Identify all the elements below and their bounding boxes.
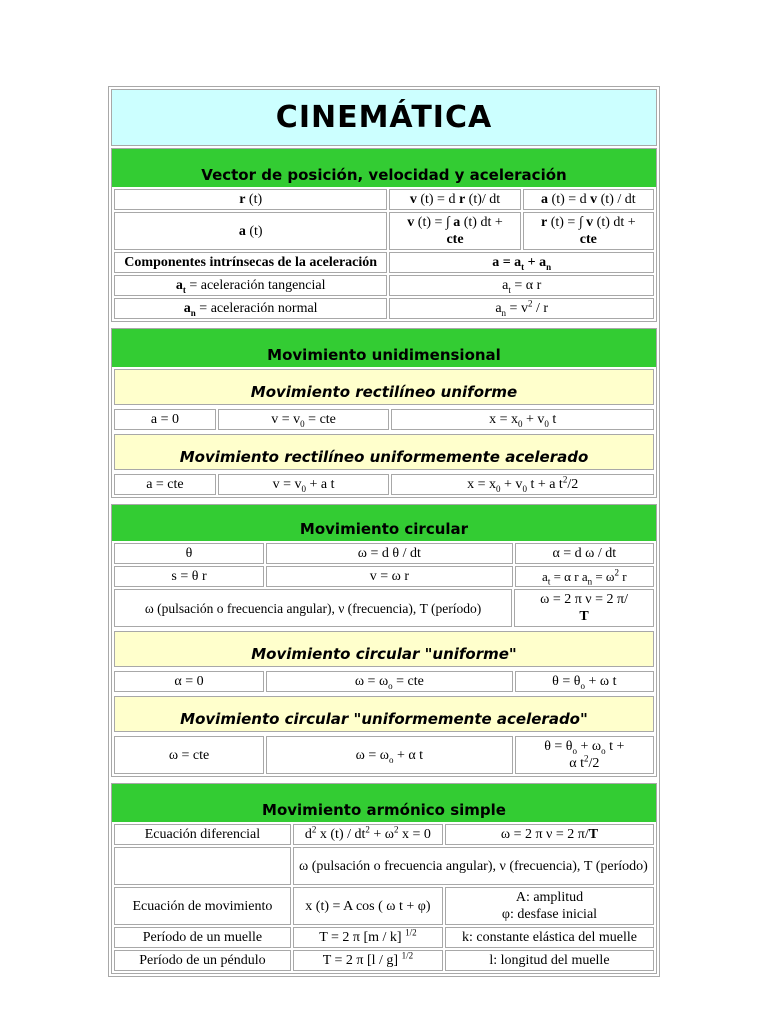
spring-period-cell: T = 2 π [m / k] $^{1/2}$	[293, 927, 443, 948]
section-header: Vector de posición, velocidad y aceleración	[112, 149, 656, 187]
acceleration-cell: a = 0	[114, 409, 216, 430]
acceleration-vector-cell: a (t)	[114, 212, 387, 250]
angular-velocity-cell: ω = cte	[114, 736, 264, 774]
angle-formula-cell: $\theta = \theta_o + \omega_o$ t + α $t^2/2$	[515, 736, 654, 774]
position-integral-cell: r (t) = ∫ v (t) dt + cte	[523, 212, 654, 250]
definitions-cell: ω (pulsación o frecuencia angular), ν (frecuencia), T (período)	[114, 589, 512, 627]
section-header: Movimiento circular	[112, 505, 656, 541]
table-row	[114, 671, 654, 692]
linear-velocity-cell: v = ω r	[266, 566, 513, 587]
section-vectors	[111, 148, 657, 322]
omega-relation-cell: ω = 2 π ν = 2 π/ T	[514, 589, 654, 627]
position-vector-cell: r (t)	[114, 189, 387, 210]
subsection-header: Movimiento circular "uniforme"	[114, 631, 654, 667]
intrinsic-components-label: Componentes intrínsecas de la aceleración	[114, 252, 387, 273]
formula-sheet	[108, 86, 660, 977]
components-cell: $a_t = \alpha$ r $a_n = \omega^2$ r	[515, 566, 654, 587]
vectors-table	[112, 187, 656, 321]
angle-cell: θ	[114, 543, 264, 564]
circular-table	[112, 541, 656, 589]
table-row	[114, 736, 654, 774]
motion-equation-cell: x (t) = A cos ( ω t + φ)	[293, 887, 443, 925]
pendulum-length-cell: l: longitud del muelle	[445, 950, 654, 971]
pendulum-period-label: Período de un péndulo	[114, 950, 291, 971]
table-row	[114, 275, 654, 296]
acceleration-definition-cell: a (t) = d v (t) / dt	[523, 189, 654, 210]
uniform-motion-table	[112, 407, 656, 432]
position-cell: $x = x_0 + v_0$ t	[391, 409, 654, 430]
differential-equation-cell: $d^2$ x $(t) / dt^2 + \omega^2$ x = 0	[293, 824, 443, 845]
angle-cell: $\theta = \theta_o + \omega$ t	[515, 671, 654, 692]
velocity-cell: $v = v_0$ = cte	[218, 409, 390, 430]
subsection-header: Movimiento circular "uniformemente acelerado"	[114, 696, 654, 732]
angular-acceleration-cell: α = d ω / dt	[515, 543, 654, 564]
page-title: CINEMÁTICA	[111, 89, 657, 146]
acceleration-cell: a = cte	[114, 474, 216, 495]
angular-velocity-formula-cell: $\omega = \omega_o + \alpha$ t	[266, 736, 513, 774]
motion-equation-label: Ecuación de movimiento	[114, 887, 291, 925]
table-row	[114, 887, 654, 925]
tangential-acceleration-formula: $a_t = \alpha$ r	[389, 275, 654, 296]
pendulum-period-cell: T = 2 π [l / g] $^{1/2}$	[293, 950, 443, 971]
table-row	[114, 847, 654, 885]
empty-cell	[114, 847, 291, 885]
table-row	[114, 824, 654, 845]
spring-constant-cell: k: constante elástica del muelle	[445, 927, 654, 948]
spring-period-label: Período de un muelle	[114, 927, 291, 948]
circular-definitions-table	[112, 587, 656, 629]
section-header: Movimiento unidimensional	[112, 329, 656, 367]
accelerated-motion-table	[112, 472, 656, 497]
table-row	[114, 566, 654, 587]
velocity-integral-cell: v (t) = ∫ a (t) dt + cte	[389, 212, 520, 250]
section-one-dimensional	[111, 328, 657, 498]
table-row	[114, 589, 654, 627]
position-cell: $x = x_0 + v_0$ t + a $t^2/2$	[391, 474, 654, 495]
table-row	[114, 189, 654, 210]
table-row	[114, 927, 654, 948]
amplitude-phase-cell: A: amplitud φ: desfase inicial	[445, 887, 654, 925]
differential-equation-label: Ecuación diferencial	[114, 824, 291, 845]
table-row	[114, 298, 654, 319]
normal-acceleration-label: $a_n$ = aceleración normal	[114, 298, 387, 319]
section-harmonic	[111, 783, 657, 974]
table-row	[114, 409, 654, 430]
accelerated-circular-table	[112, 734, 656, 776]
subsection-header: Movimiento rectilíneo uniformemente acelerado	[114, 434, 654, 470]
omega-relation-cell: ω = 2 π ν = 2 π/T	[445, 824, 654, 845]
arc-length-cell: s = θ r	[114, 566, 264, 587]
intrinsic-components-formula: $a = a_t + a_n$	[389, 252, 654, 273]
tangential-acceleration-label: $a_t$ = aceleración tangencial	[114, 275, 387, 296]
table-row	[114, 212, 654, 250]
harmonic-table	[112, 822, 656, 973]
angular-velocity-cell: $\omega = \omega_o$ = cte	[266, 671, 513, 692]
definitions-cell: ω (pulsación o frecuencia angular), ν (frecuencia), T (período)	[293, 847, 654, 885]
normal-acceleration-formula: $a_n = v^2 / r$	[389, 298, 654, 319]
table-row	[114, 950, 654, 971]
section-header: Movimiento armónico simple	[112, 784, 656, 822]
table-row	[114, 474, 654, 495]
velocity-definition-cell: v (t) = d r (t)/ dt	[389, 189, 520, 210]
section-circular	[111, 504, 657, 777]
subsection-header: Movimiento rectilíneo uniforme	[114, 369, 654, 405]
uniform-circular-table	[112, 669, 656, 694]
table-row	[114, 252, 654, 273]
table-row	[114, 543, 654, 564]
angular-acceleration-cell: α = 0	[114, 671, 264, 692]
velocity-cell: $v = v_0 + a$ t	[218, 474, 390, 495]
angular-velocity-cell: ω = d θ / dt	[266, 543, 513, 564]
